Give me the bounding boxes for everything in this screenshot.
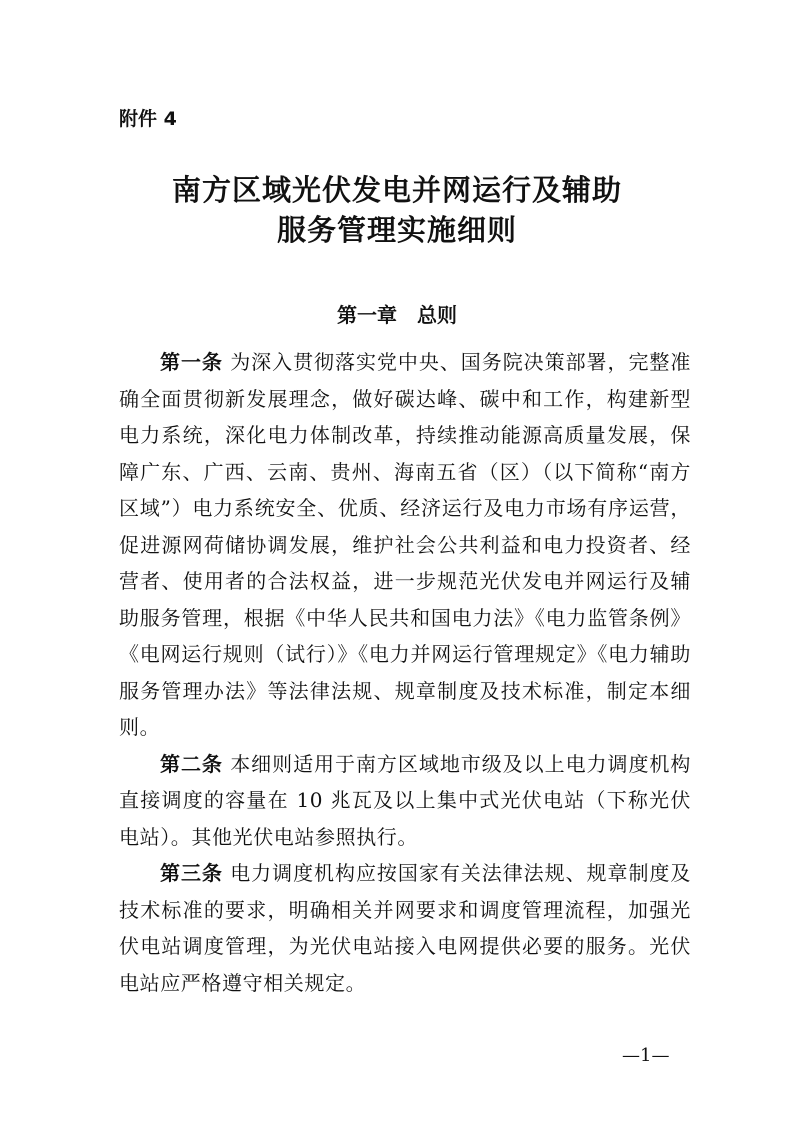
document-title-line-1: 南方区域光伏发电并网运行及辅助: [171, 173, 622, 207]
article-1-text: 为深入贯彻落实党中央、国务院决策部署，完整准确全面贯彻新发展理念，做好碳达峰、碳中和工作，构建新型电力系统，深化电力体制改革，持续推动能源高质量发展，保障广东、广西、云南、贵州、海南五省（区）（以下简称“南方区域”）电力系统安全、优质、经济运行及电力市场有序运营，促进源网荷储协调发展，维护社会公共利益和电力投资者、经营者、使用者的合法权益，进一步规范光伏发电并网运行及辅助服务管理，根据《中华人民共和国电力法》《电力监管条例》《电网运行规则（试行）》《电力并网运行管理规定》《电力辅助服务管理办法》等法律法规、规章制度及技术标准，制定本细则。: [119, 350, 691, 739]
page-number: —1—: [622, 1045, 670, 1066]
article-1: [119, 344, 691, 746]
document-title-line-2: 服务管理实施细则: [276, 213, 517, 247]
article-3-label: 第三条: [160, 861, 223, 885]
article-2-label: 第二条: [160, 751, 223, 776]
document-body: [119, 344, 691, 1001]
attachment-label: 附件 4: [119, 108, 177, 130]
chapter-heading: 第一章 总则: [337, 303, 457, 327]
article-3: [119, 855, 691, 1001]
article-2: [119, 746, 691, 856]
article-1-label: 第一条: [160, 350, 223, 374]
article-3-text: 电力调度机构应按国家有关法律法规、规章制度及技术标准的要求，明确相关并网要求和调度管理流程，加强光伏电站调度管理，为光伏电站接入电网提供必要的服务。光伏电站应严格遵守相关规定。: [119, 861, 691, 995]
article-2-text: 本细则适用于南方区域地市级及以上电力调度机构直接调度的容量在 10 兆瓦及以上集中式光伏电站（下称光伏电站）。其他光伏电站参照执行。: [119, 751, 691, 849]
